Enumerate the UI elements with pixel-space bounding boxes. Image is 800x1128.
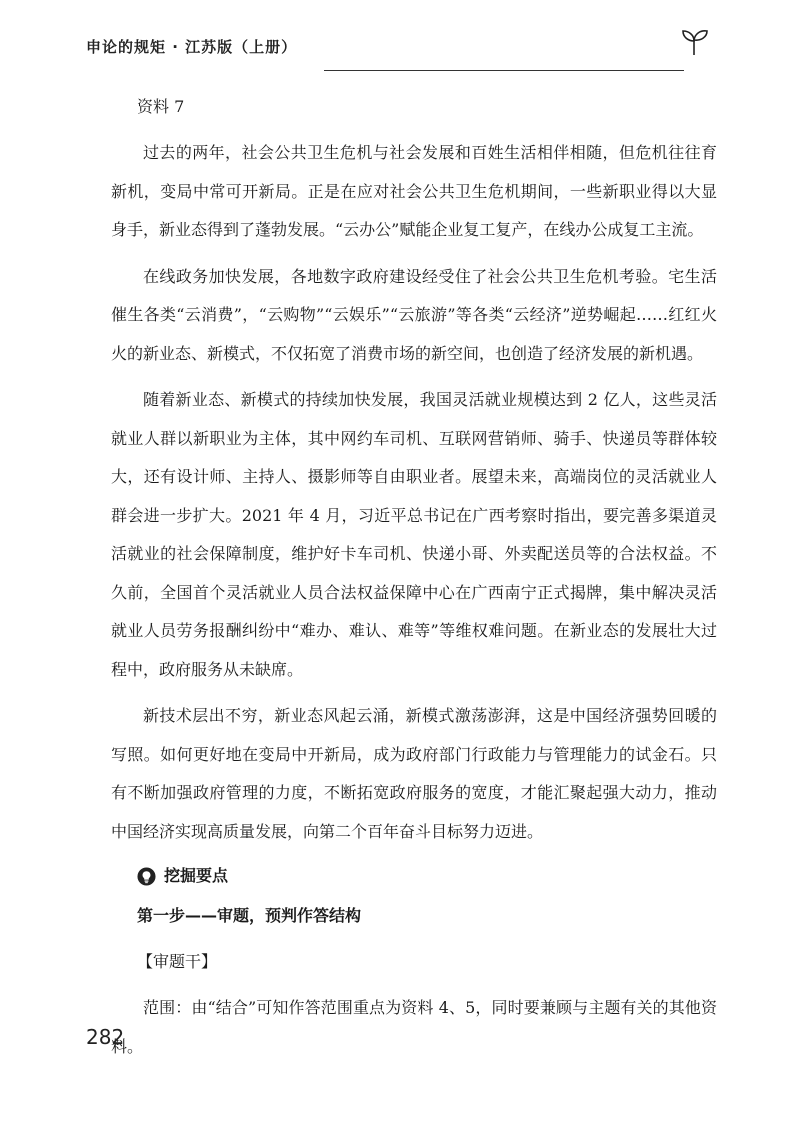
analysis-section-heading [137,863,717,889]
page-number: 282 [86,1025,125,1049]
sprout-icon [680,28,710,56]
analysis-title: 挖掘要点 [164,866,229,885]
step-one-heading: 第一步——审题，预判作答结构 [137,906,362,925]
material-paragraph-3: 随着新业态、新模式的持续加快发展，我国灵活就业规模达到 2 亿人，这些灵活就业人群以新职业为主体，其中网约车司机、互联网营销师、骑手、快递员等群体较大，还有设计师、主持人、摄影师等自由职业者。展望未来，高端岗位的灵活就业人群会进一步扩大。2021 年 4 月，习近平总书记在广西考察时指出，要完善多渠道灵活就业的社会保障制度，维护好卡车司机、快递小哥、外卖配送员等的合法权益。不久前，全国首个灵活就业人员合法权益保障中心在广西南宁正式揭牌，集中解决灵活就业人员劳务报酬纠纷中“难办、难认、难等”等维权难问题。在新业态的发展壮大过程中，政府服务从未缺席。 [111,390,717,679]
book-title: 申论的规矩 · 江苏版（上册） [86,38,298,56]
material-paragraph-2: 在线政务加快发展，各地数字政府建设经受住了社会公共卫生危机考验。宅生活催生各类“云消费”，“云购物”“云娱乐”“云旅游”等各类“云经济”逆势崛起……红红火火的新业态、新模式，不仅拓宽了消费市场的新空间，也创造了经济发展的新机遇。 [111,266,717,363]
question-stem-label: 【审题干】 [137,952,218,971]
running-header [86,26,716,66]
material-label: 资料 7 [137,97,185,116]
header-rule [324,70,684,71]
lightbulb-icon [137,867,156,886]
material-paragraph-1: 过去的两年，社会公共卫生危机与社会发展和百姓生活相伴相随，但危机往往育新机，变局中常可开新局。正是在应对社会公共卫生危机期间，一些新职业得以大显身手，新业态得到了蓬勃发展。“云办公”赋能企业复工复产，在线办公成复工主流。 [111,143,717,239]
material-paragraph-4: 新技术层出不穷，新业态风起云涌，新模式激荡澎湃，这是中国经济强势回暖的写照。如何更好地在变局中开新局，成为政府部门行政能力与管理能力的试金石。只有不断加强政府管理的力度，不断拓宽政府服务的宽度，才能汇聚起强大动力，推动中国经济实现高质量发展，向第二个百年奋斗目标努力迈进。 [111,706,717,841]
page-body [111,94,717,1066]
range-paragraph: 范围：由“结合”可知作答范围重点为资料 4、5，同时要兼顾与主题有关的其他资料。 [111,998,717,1056]
